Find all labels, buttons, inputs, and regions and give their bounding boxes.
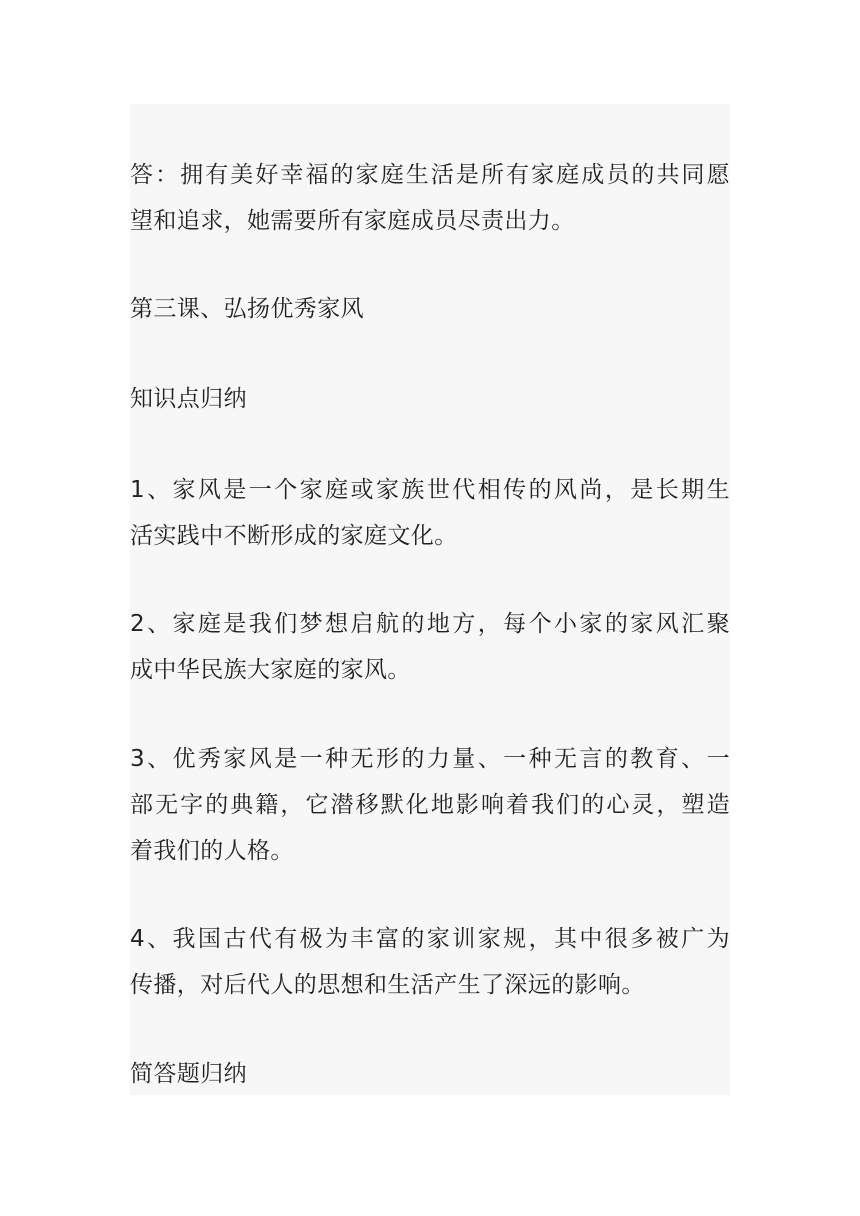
answer-line-1: 答：拥有美好幸福的家庭生活是所有家庭成员的共同愿: [130, 162, 730, 188]
short-answer-heading: 简答题归纳: [130, 1061, 247, 1087]
point-3-line-1: 3、优秀家风是一种无形的力量、一种无言的教育、一: [130, 746, 730, 772]
document-content-block: [130, 104, 730, 1095]
point-4-line-1: 4、我国古代有极为丰富的家训家规，其中很多被广为: [130, 926, 730, 952]
answer-line-2: 望和追求，她需要所有家庭成员尽责出力。: [130, 208, 575, 234]
point-1-line-1: 1、家风是一个家庭或家族世代相传的风尚，是长期生: [130, 477, 730, 503]
point-3-line-3: 着我们的人格。: [130, 838, 294, 864]
point-2-line-1: 2、家庭是我们梦想启航的地方，每个小家的家风汇聚: [130, 611, 730, 637]
point-3-line-2: 部无字的典籍，它潜移默化地影响着我们的心灵，塑造: [130, 792, 730, 818]
point-4-line-2: 传播，对后代人的思想和生活产生了深远的影响。: [130, 972, 645, 998]
point-2-line-2: 成中华民族大家庭的家风。: [130, 657, 411, 683]
lesson-title: 第三课、弘扬优秀家风: [130, 296, 364, 322]
knowledge-heading: 知识点归纳: [130, 386, 247, 412]
point-1-line-2: 活实践中不断形成的家庭文化。: [130, 523, 458, 549]
